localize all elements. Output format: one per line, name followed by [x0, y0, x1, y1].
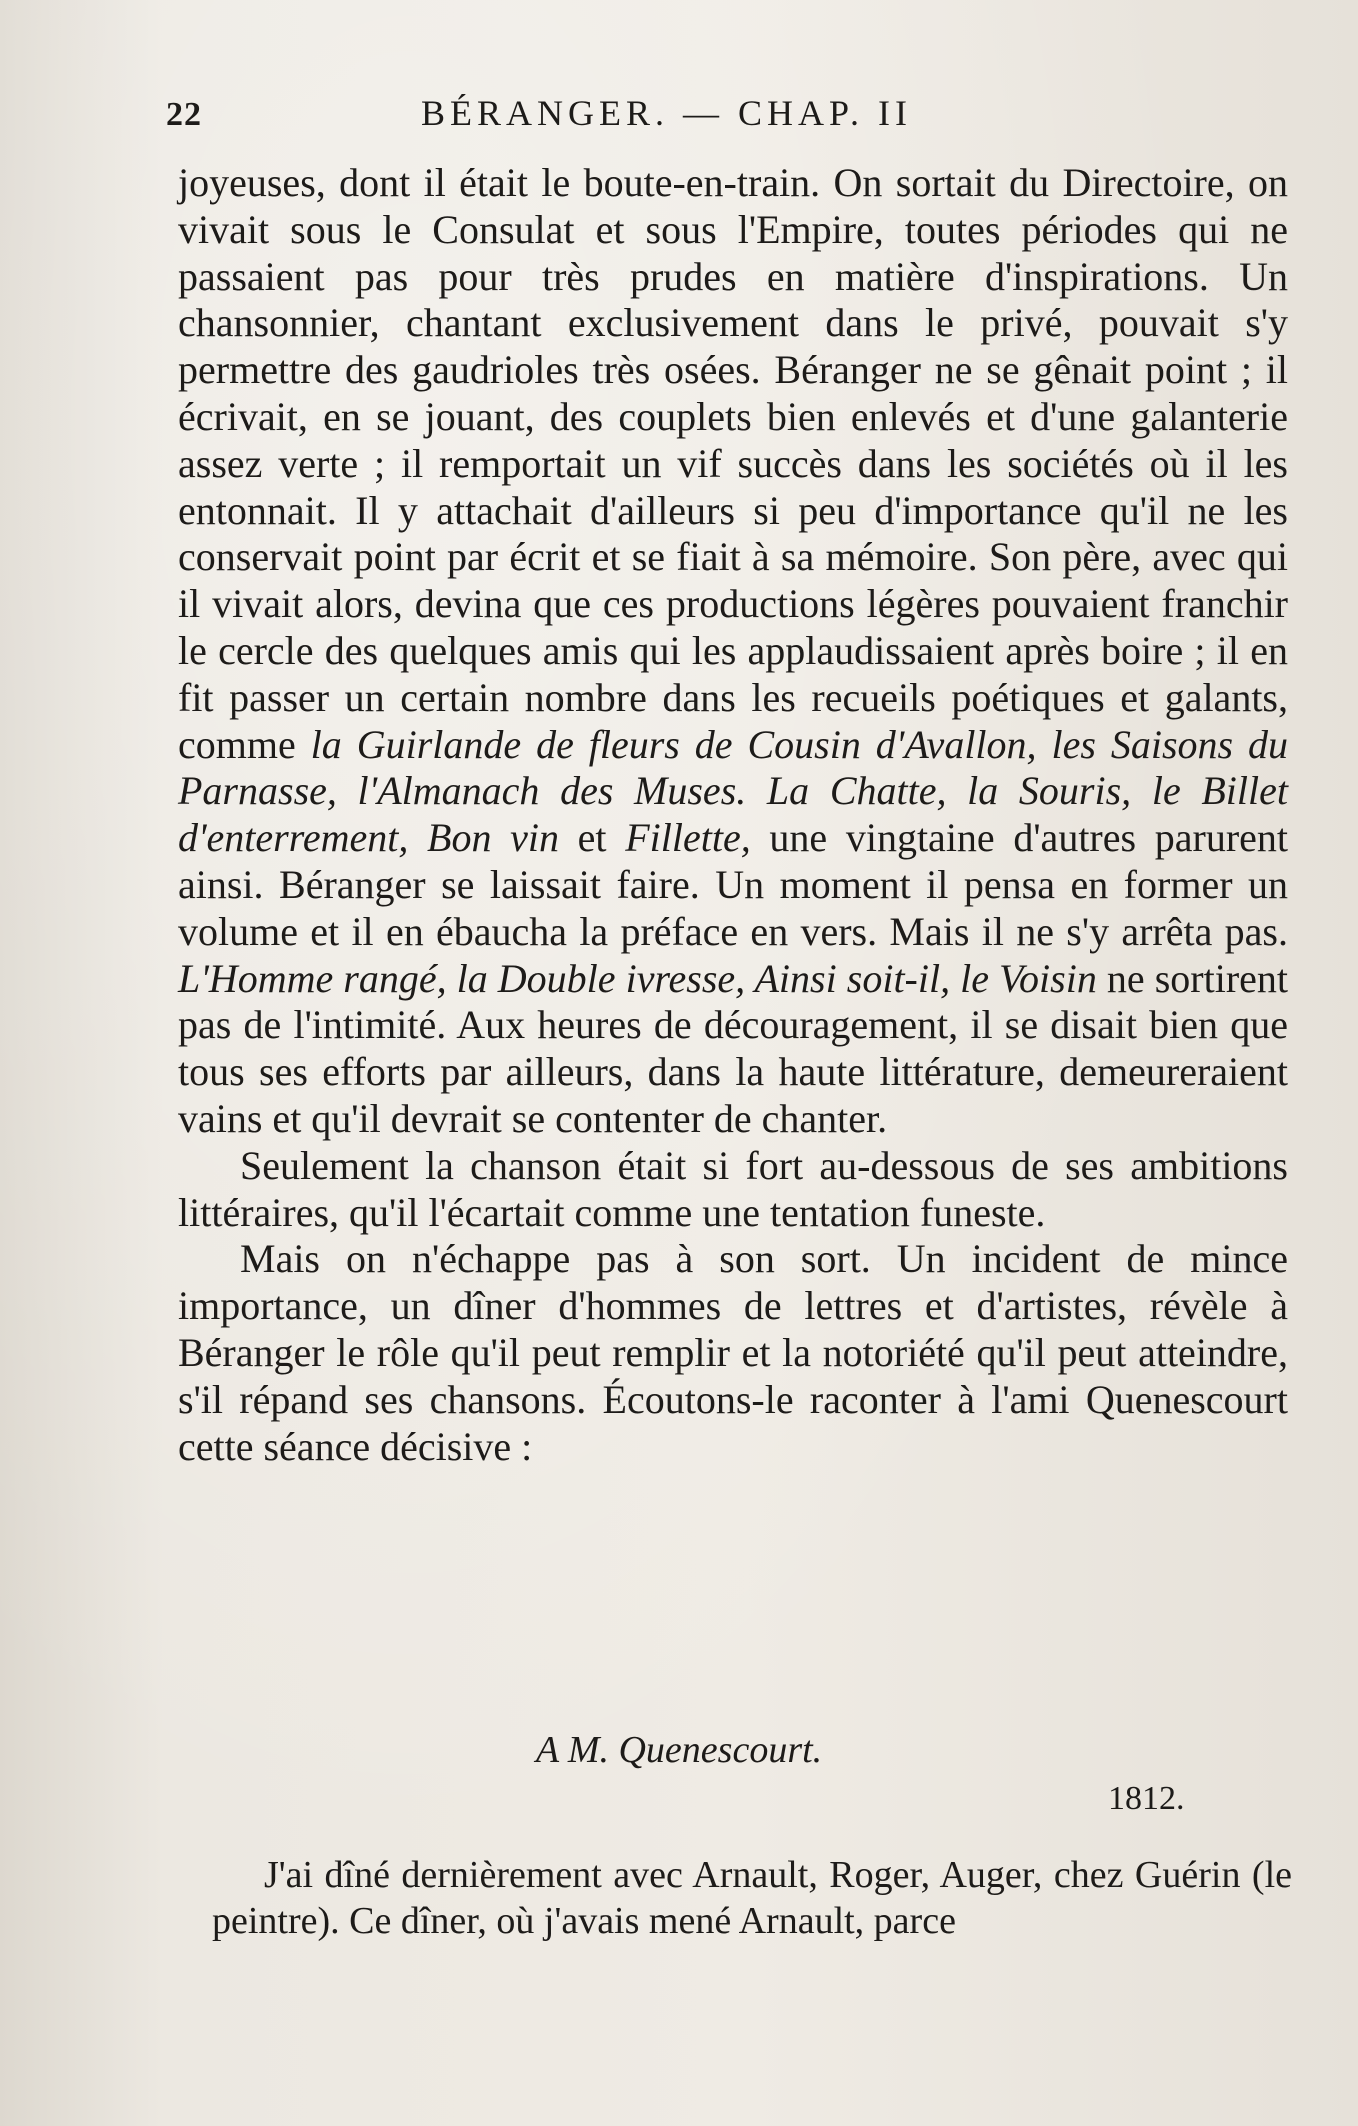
- letter-text: [212, 1852, 1292, 1944]
- italic-title-fillette: Fillette,: [625, 815, 751, 861]
- page-number: 22: [166, 96, 202, 133]
- italic-titles-1: la Guirlande de fleurs de Cousin d'Avallon, les Saisons du Parnasse, l'Almanach des Muses. La Chatte, la Souris, le Billet d'enterrement,: [178, 721, 1289, 861]
- letter-heading: A M. Quenescourt.: [535, 1729, 823, 1771]
- paragraph-1-text-c: et: [559, 815, 626, 861]
- letter-paragraph: J'ai dîné dernièrement avec Arnault, Roger, Auger, chez Guérin (le peintre). Ce dîner, où j'avais mené Arnault, parce: [212, 1854, 1292, 1942]
- body-text: [178, 160, 1288, 1470]
- paragraph-1-text-e: ne sortirent pas de l'intimité. Aux heures de découragement, il se disait bien que tous ses efforts par ailleurs, dans la haute littérature, demeureraient vains et qu'il devrait se contenter de chanter.: [178, 955, 1289, 1141]
- paragraph-1-text-a: joyeuses, dont il était le boute-en-train. On sortait du Directoire, on vivait sous le Consulat et sous l'Empire, toutes périodes qui ne passaient pas pour très prudes en matière d'inspirations. Un chansonnier, chantant exclusivement dans le privé, pouvait s'y permettre des gaudrioles très osées. Béranger ne se gênait point ; il écrivait, en se jouant, des couplets bien enlevés et d'une galanterie assez verte ; il remportait un vif succès dans les sociétés où il les entonnait. Il y attachait d'ailleurs si peu d'importance qu'il ne les conservait point par écrit et se fiait à sa mémoire. Son père, avec qui il vivait alors, devina que ces productions légères pouvaient franchir le cercle des quelques amis qui les applaudissaient après boire ; il en fit passer un certain nombre dans les recueils poétiques et galants, comme: [178, 160, 1288, 767]
- paragraph-1-text-d: une vingtaine d'autres parurent ainsi. Béranger se laissait faire. Un moment il pensa en former un volume et il en ébaucha la préface en vers. Mais il ne s'y arrêta pas.: [178, 815, 1288, 954]
- italic-titles-2: L'Homme rangé, la Double ivresse, Ainsi soit-il, le Voisin: [178, 955, 1097, 1001]
- running-head: BÉRANGER. — CHAP. II: [421, 93, 913, 133]
- paragraph-2: Seulement la chanson était si fort au-dessous de ses ambitions littéraires, qu'il l'écartait comme une tentation funeste.: [178, 1142, 1288, 1235]
- page-header: [166, 92, 1196, 140]
- letter-date: 1812.: [1108, 1780, 1185, 1817]
- paragraph-3: Mais on n'échappe pas à son sort. Un incident de mince importance, un dîner d'hommes de lettres et d'artistes, révèle à Béranger le rôle qu'il peut remplir et la notoriété qu'il peut atteindre, s'il répand ses chansons. Écoutons-le raconter à l'ami Quenescourt cette séance décisive :: [178, 1236, 1288, 1469]
- paragraph-1: [178, 160, 1288, 1143]
- paragraph-1-text-b: [408, 815, 427, 860]
- italic-title-bon-vin: Bon vin: [427, 815, 559, 861]
